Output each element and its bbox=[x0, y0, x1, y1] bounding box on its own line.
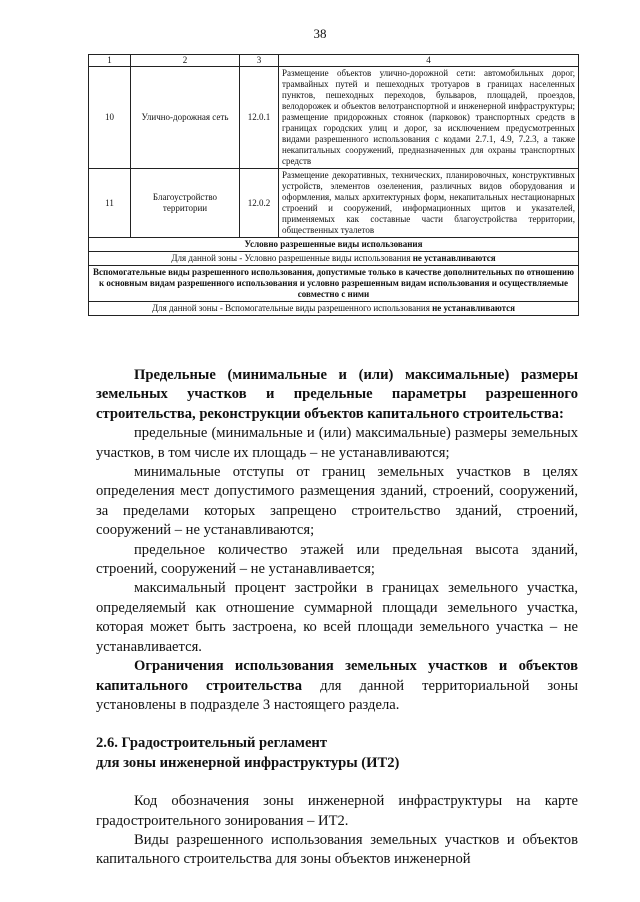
paragraph-setbacks: минимальные отступы от границ земельных участков в целях определения мест допустимого размещения зданий, строений, сооружений, за пределами которых запрещено строительство зданий, строений, сооружений – не устанавливаются; bbox=[96, 464, 578, 539]
header-col-1: 1 bbox=[89, 55, 131, 67]
header-col-4: 4 bbox=[279, 55, 579, 67]
use-code: 12.0.2 bbox=[240, 169, 279, 238]
auxiliary-note-bold: не устанавливаются bbox=[432, 303, 515, 313]
conditional-note-row bbox=[89, 252, 579, 266]
conditional-uses-note bbox=[89, 252, 579, 266]
paragraph-floors: предельное количество этажей или предельная высота зданий, строений, сооружений – не устанавливается; bbox=[96, 541, 578, 578]
paragraph-permitted-uses: Виды разрешенного использования земельных участков и объектов капитального строительства для зоны объектов инженерной bbox=[96, 831, 578, 868]
limits-heading: Предельные (минимальные и (или) максимальные) размеры земельных участков и предельные параметры разрешенного строительства, реконструкции объектов капитального строительства: bbox=[96, 367, 578, 422]
body-text bbox=[96, 366, 578, 870]
auxiliary-note-text: Для данной зоны - Вспомогательные виды разрешенного использования bbox=[152, 303, 433, 313]
conditional-heading-row bbox=[89, 238, 579, 252]
restrictions-bold: Ограничения использования земельных участков и объектов капитального строительства bbox=[96, 658, 578, 694]
table-header-row bbox=[89, 55, 579, 67]
conditional-note-text: Для данной зоны - Условно разрешенные виды использования bbox=[171, 253, 413, 263]
header-col-3: 3 bbox=[240, 55, 279, 67]
conditional-uses-heading: Условно разрешенные виды использования bbox=[89, 238, 579, 252]
section-title-line-2: для зоны инженерной инфраструктуры (ИТ2) bbox=[96, 754, 400, 771]
paragraph-zone-code: Код обозначения зоны инженерной инфраструктуры на карте градостроительного зонирования – ИТ2. bbox=[96, 793, 578, 829]
restrictions-text: для данной территориальной зоны установлены в подразделе 3 настоящего раздела. bbox=[96, 677, 578, 713]
row-number: 10 bbox=[89, 67, 131, 169]
use-code: 12.0.1 bbox=[240, 67, 279, 169]
header-col-2: 2 bbox=[131, 55, 240, 67]
auxiliary-uses-note bbox=[89, 302, 579, 316]
auxiliary-note-row bbox=[89, 302, 579, 316]
paragraph-building-percent: максимальный процент застройки в границах земельного участка, определяемый как отношение суммарной площади земельного участка, которая может быть застроена, ко всей площади земельного участка – не устанавливается. bbox=[96, 580, 578, 655]
use-description: Размещение декоративных, технических, планировочных, конструктивных устройств, элементов озеленения, различных видов оборудования и оформления, малых архитектурных форм, некапитальных нестационарных строений и сооружений, информационных щитов и указателей, применяемых как составные части благоустройства территории, общественных туалетов bbox=[279, 169, 579, 238]
use-name: Благоустройство территории bbox=[131, 169, 240, 238]
table-row bbox=[89, 169, 579, 238]
use-name: Улично-дорожная сеть bbox=[131, 67, 240, 169]
row-number: 11 bbox=[89, 169, 131, 238]
section-title-line-1: 2.6. Градостроительный регламент bbox=[96, 735, 328, 752]
paragraph-plot-sizes: предельные (минимальные и (или) максимальные) размеры земельных участков, в том числе их площадь – не устанавливаются; bbox=[96, 425, 578, 461]
section-title bbox=[96, 734, 578, 773]
auxiliary-uses-heading: Вспомогательные виды разрешенного использования, допустимые только в качестве дополнительных по отношению к основным видам разрешенного использования и условно разрешенным видам использования и осуществляемые совместно с ними bbox=[89, 266, 579, 302]
conditional-note-bold: не устанавливаются bbox=[412, 253, 496, 263]
page-number: 38 bbox=[313, 26, 327, 41]
use-description: Размещение объектов улично-дорожной сети: автомобильных дорог, трамвайных путей и пешеходных тротуаров в границах населенных пунктов, пешеходных переходов, бульваров, площадей, проездов, велодорожек и объектов велотранспортной и инженерной инфраструктуры; размещение придорожных стоянок (парковок) транспортных средств в границах городских улиц и дорог, за исключением предусмотренных видами разрешенного использования с кодами 2.7.1, 4.9, 7.2.3, а также некапитальных сооружений, предназначенных для охраны транспортных средств bbox=[279, 67, 579, 169]
paragraph-restrictions bbox=[96, 657, 578, 715]
table-row bbox=[89, 67, 579, 169]
permitted-uses-table bbox=[88, 54, 579, 316]
auxiliary-heading-row bbox=[89, 266, 579, 302]
